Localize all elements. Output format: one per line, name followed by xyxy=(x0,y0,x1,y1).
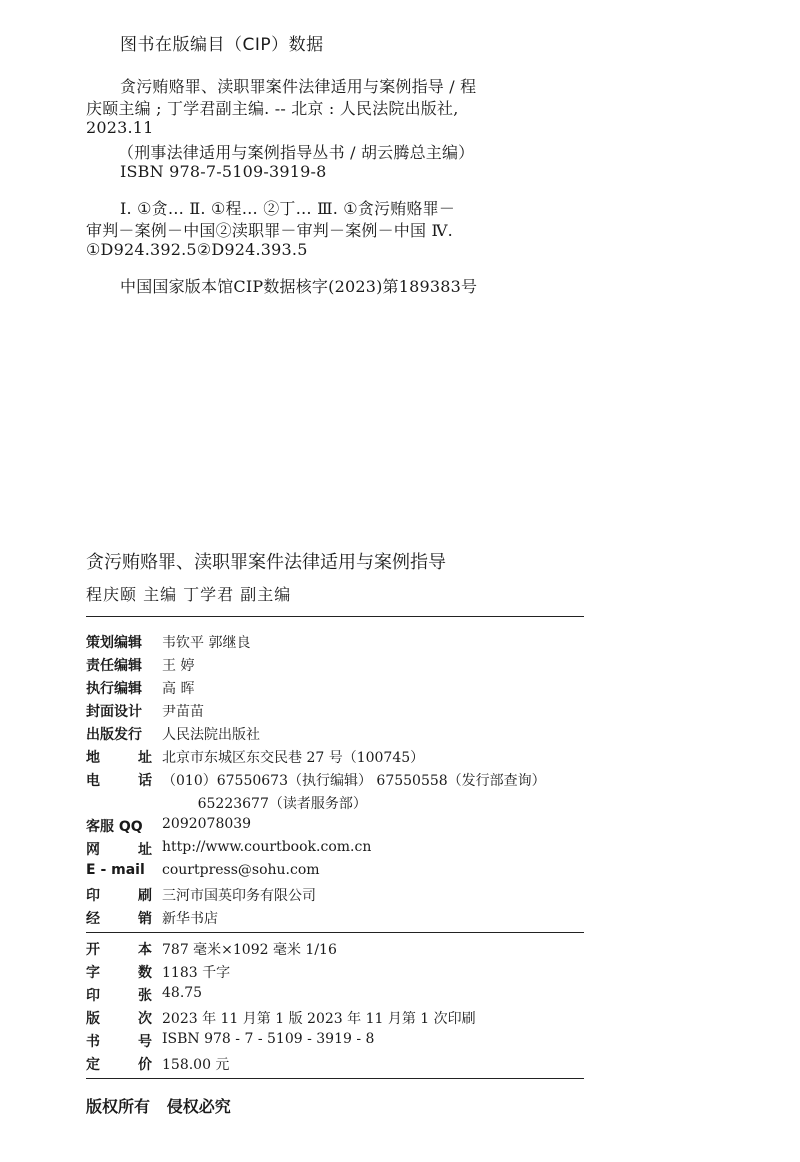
spec-value: 787 毫米×1092 毫米 1/16 xyxy=(162,942,337,958)
credit-label: 客服 QQ xyxy=(86,819,143,835)
credit-label: 封面设计 xyxy=(86,704,142,720)
cip-heading: 图书在版编目（CIP）数据 xyxy=(120,35,324,55)
credit-label-char: 刷 xyxy=(138,888,152,904)
cip-line: （刑事法律适用与案例指导丛书 / 胡云腾总主编） xyxy=(118,143,475,162)
credit-label: 策划编辑 xyxy=(86,635,142,651)
spec-label-char: 数 xyxy=(138,965,152,981)
credit-value: 北京市东城区东交民巷 27 号（100745） xyxy=(162,750,425,766)
credit-label: 责任编辑 xyxy=(86,658,142,674)
credit-value: 王 婷 xyxy=(162,658,195,674)
cip-line: ISBN 978-7-5109-3919-8 xyxy=(120,162,327,181)
credit-value: （010）67550673（执行编辑） 67550558（发行部查询） xyxy=(162,773,546,789)
credit-value: 高 晖 xyxy=(162,681,195,697)
credit-label: 出版发行 xyxy=(86,727,142,743)
spec-value: 2023 年 11 月第 1 版 2023 年 11 月第 1 次印刷 xyxy=(162,1011,476,1027)
spec-value: 158.00 元 xyxy=(162,1057,230,1073)
spec-label-char: 价 xyxy=(138,1057,152,1073)
cip-line: 贪污贿赂罪、渎职罪案件法律适用与案例指导 / 程 xyxy=(120,77,477,96)
credit-label: E - mail xyxy=(86,862,145,878)
cip-line: 中国国家版本馆CIP数据核字(2023)第189383号 xyxy=(120,277,478,296)
credit-label xyxy=(86,908,152,928)
cip-line: Ⅰ. ①贪… Ⅱ. ①程… ②丁… Ⅲ. ①贪污贿赂罪－ xyxy=(120,199,456,218)
spec-label xyxy=(86,962,152,982)
credit-value: 2092078039 xyxy=(162,816,252,832)
copyright-notice: 版权所有 侵权必究 xyxy=(86,1097,231,1116)
spec-label-char: 号 xyxy=(138,1034,152,1050)
spec-label-char: 定 xyxy=(86,1057,100,1073)
spec-label-char: 版 xyxy=(86,1011,100,1027)
credit-label-char: 址 xyxy=(138,842,152,858)
spec-label-char: 书 xyxy=(86,1034,100,1050)
spec-label-char: 本 xyxy=(138,942,152,958)
spec-label xyxy=(86,1054,152,1074)
cip-line: ①D924.392.5②D924.393.5 xyxy=(86,240,308,259)
credit-value: 三河市国英印务有限公司 xyxy=(162,888,316,904)
credit-label-char: 经 xyxy=(86,911,100,927)
spec-value: 1183 千字 xyxy=(162,965,231,981)
credit-value: 韦钦平 郭继良 xyxy=(162,635,251,651)
spec-label-char: 开 xyxy=(86,942,100,958)
credit-value: http://www.courtbook.com.cn xyxy=(162,839,372,855)
credit-value: 人民法院出版社 xyxy=(162,727,260,743)
spec-label xyxy=(86,1008,152,1028)
credit-label xyxy=(86,747,152,767)
credit-value: 65223677（读者服务部） xyxy=(162,796,367,812)
credit-label-char: 印 xyxy=(86,888,100,904)
cip-line: 2023.11 xyxy=(86,118,154,137)
credit-label-char: 电 xyxy=(86,773,100,789)
spec-label xyxy=(86,1031,152,1051)
cip-line: 审判－案例－中国②渎职罪－审判－案例－中国 Ⅳ. xyxy=(86,221,453,240)
credit-label-char: 址 xyxy=(138,750,152,766)
credit-value: courtpress@sohu.com xyxy=(162,862,320,878)
spec-label-char: 张 xyxy=(138,988,152,1004)
credit-label: 执行编辑 xyxy=(86,681,142,697)
credit-label xyxy=(86,770,152,790)
spec-label-char: 字 xyxy=(86,965,100,981)
book-title: 贪污贿赂罪、渎职罪案件法律适用与案例指导 xyxy=(86,552,446,573)
credit-value: 新华书店 xyxy=(162,911,218,927)
spec-value: 48.75 xyxy=(162,985,203,1001)
credit-label xyxy=(86,839,152,859)
credit-label xyxy=(86,885,152,905)
spec-label xyxy=(86,939,152,959)
credit-label-char: 话 xyxy=(138,773,152,789)
spec-label-char: 印 xyxy=(86,988,100,1004)
spec-value: ISBN 978 - 7 - 5109 - 3919 - 8 xyxy=(162,1031,375,1047)
credit-label-char: 销 xyxy=(138,911,152,927)
divider xyxy=(86,1078,584,1079)
book-authors: 程庆颐 主编 丁学君 副主编 xyxy=(86,585,292,604)
credit-value: 尹苗苗 xyxy=(162,704,204,720)
cip-line: 庆颐主编 ; 丁学君副主编. -- 北京 : 人民法院出版社, xyxy=(86,99,459,118)
spec-label xyxy=(86,985,152,1005)
spec-label-char: 次 xyxy=(138,1011,152,1027)
divider xyxy=(86,616,584,617)
credit-label-char: 地 xyxy=(86,750,100,766)
credit-label-char: 网 xyxy=(86,842,100,858)
divider xyxy=(86,932,584,933)
